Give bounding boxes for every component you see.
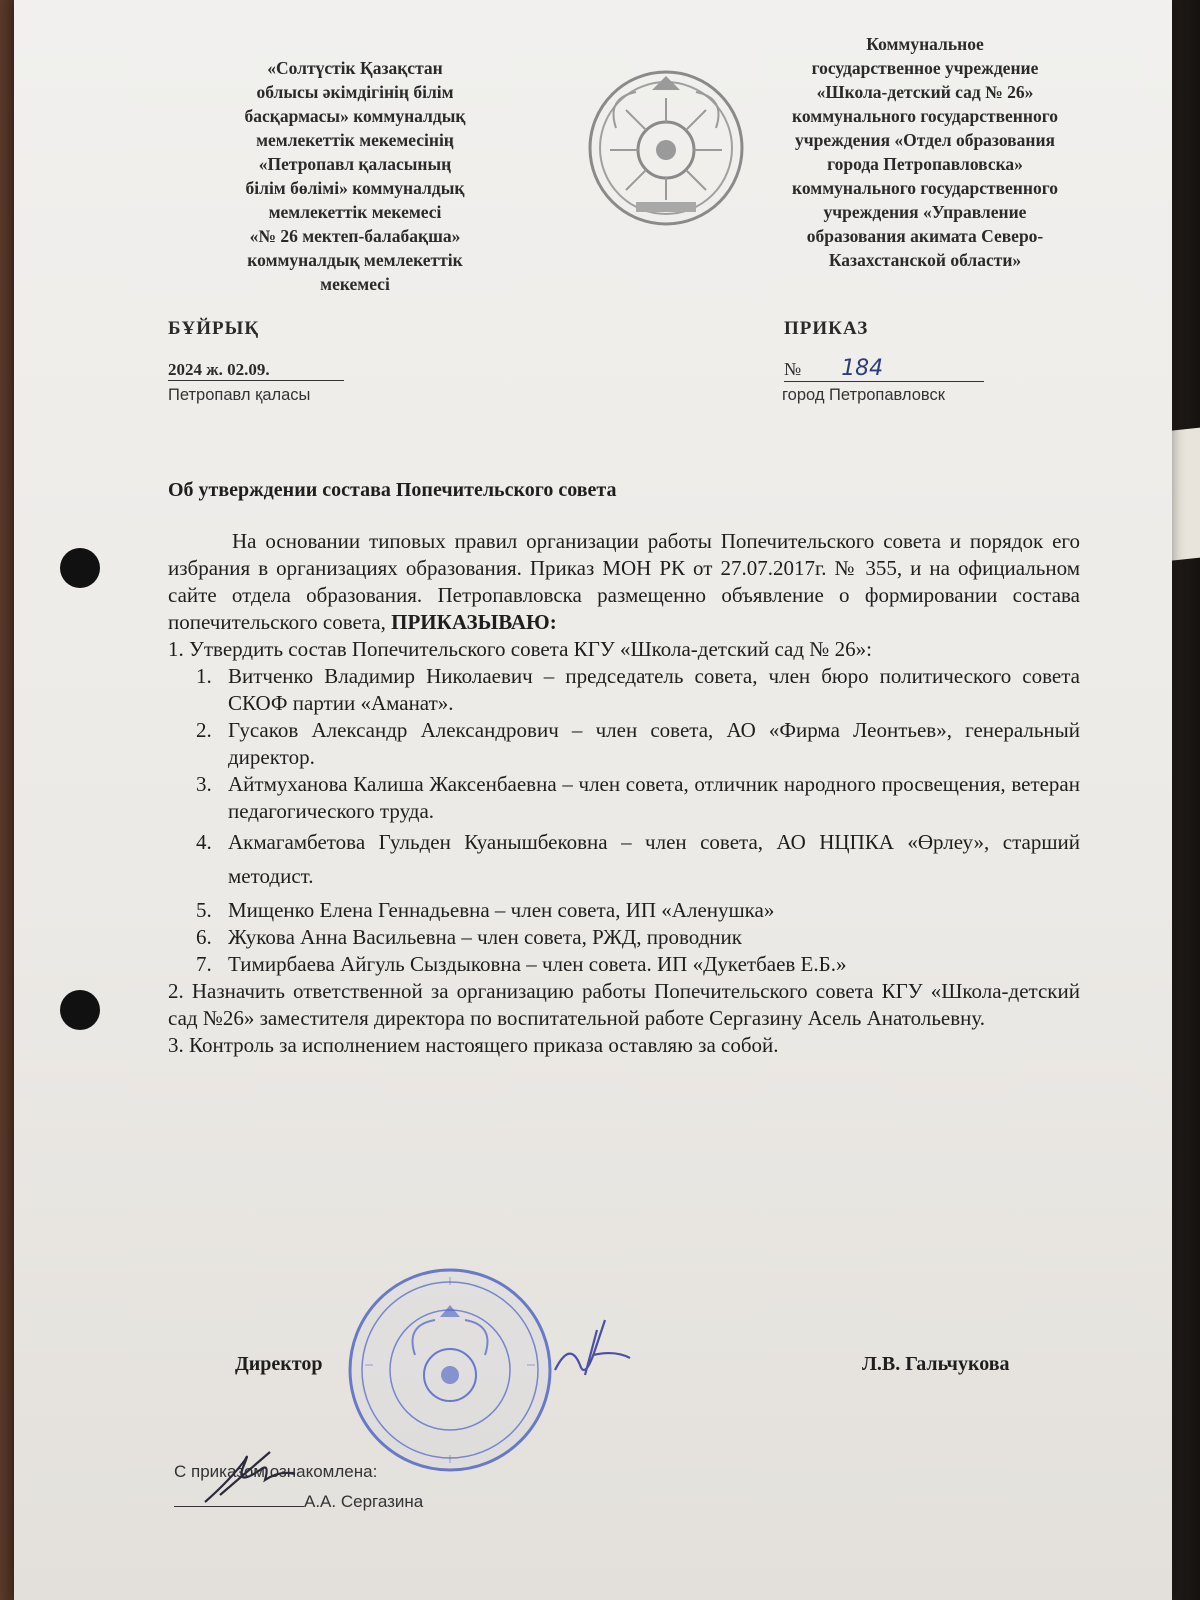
punch-hole-bottom bbox=[60, 990, 100, 1030]
list-number: 2. bbox=[196, 718, 212, 742]
members-list bbox=[168, 663, 1080, 978]
list-text: Жукова Анна Васильевна – член совета, РЖД, проводник bbox=[228, 925, 742, 949]
header-ru-line: учреждения «Управление bbox=[823, 202, 1027, 222]
document-title: Об утверждении состава Попечительского совета bbox=[168, 479, 617, 501]
acknowledgement-label: С приказом ознакомлена: bbox=[174, 1462, 378, 1481]
signatory-name: Л.В. Гальчукова bbox=[862, 1353, 1010, 1375]
list-number: 6. bbox=[196, 925, 212, 949]
header-ru-line: «Школа-детский сад № 26» bbox=[816, 82, 1034, 102]
order-label-kz: БҰЙРЫҚ bbox=[168, 318, 260, 339]
list-number: 3. bbox=[196, 772, 212, 796]
list-number: 5. bbox=[196, 898, 212, 922]
header-ru-line: государственное учреждение bbox=[811, 58, 1039, 78]
header-kz-line: білім бөлімі» коммуналдық bbox=[245, 178, 465, 198]
list-number: 7. bbox=[196, 952, 212, 976]
header-kz-line: коммуналдық мемлекеттік bbox=[247, 250, 463, 270]
list-item bbox=[168, 951, 1080, 978]
city-kz: Петропавл қаласы bbox=[168, 386, 311, 404]
header-ru-line: Казахстанской области» bbox=[828, 250, 1022, 270]
header-ru-line: города Петропавловска» bbox=[827, 154, 1023, 174]
preamble-text: На основании типовых правил организации работы Попечительского совета и порядок его избрания в организациях образования. Приказ МОН РК от 27.07.2017г. № 355, и на официальном сайте отдела образования. Петропавловска размещенно объявление о формировании состава попечительского совета, bbox=[168, 529, 1080, 634]
header-ru-line: коммунального государственного bbox=[792, 106, 1058, 126]
list-number: 1. bbox=[196, 664, 212, 688]
official-stamp-icon bbox=[345, 1265, 555, 1475]
header-kz-line: «Петропавл қаласының bbox=[258, 154, 452, 174]
header-ru-line: учреждения «Отдел образования bbox=[794, 130, 1056, 150]
state-emblem-icon bbox=[586, 68, 746, 228]
list-text: Витченко Владимир Николаевич – председатель совета, член бюро политического совета СКОФ партии «Аманат». bbox=[228, 664, 1080, 715]
order-label-ru: ПРИКАЗ bbox=[784, 318, 869, 339]
list-item bbox=[168, 717, 1080, 771]
header-kz-line: «Солтүстік Қазақстан bbox=[267, 58, 443, 78]
header-kz-line: мекемесі bbox=[320, 274, 390, 294]
order-date: 2024 ж. 02.09. bbox=[168, 360, 344, 381]
handwritten-number: 184 bbox=[841, 356, 884, 381]
city-ru: город Петропавловск bbox=[782, 386, 945, 404]
list-item bbox=[168, 663, 1080, 717]
order-number bbox=[784, 356, 984, 382]
header-kz-line: мемлекеттік мекемесі bbox=[268, 202, 442, 222]
list-text: Акмагамбетова Гульден Куанышбековна – член совета, АО НЦПКА «Өрлеу», старший методист. bbox=[228, 830, 1080, 888]
preamble-order-word: ПРИКАЗЫВАЮ: bbox=[391, 610, 557, 634]
list-text: Тимирбаева Айгуль Сыздыковна – член совета. ИП «Дукетбаев Е.Б.» bbox=[228, 952, 847, 976]
signatory-role: Директор bbox=[235, 1353, 323, 1375]
preamble bbox=[168, 528, 1080, 636]
list-text: Мищенко Елена Геннадьевна – член совета, ИП «Аленушка» bbox=[228, 898, 775, 922]
header-ru-line: образования акимата Северо- bbox=[806, 226, 1044, 246]
header-kz-line: облысы әкімдігінің білім bbox=[256, 82, 454, 102]
punch-hole-top bbox=[60, 548, 100, 588]
item-2: 2. Назначить ответственной за организацию работы Попечительского совета КГУ «Школа-детский сад №26» заместителя директора по воспитательной работе Сергазину Асель Анатольевну. bbox=[168, 979, 1080, 1030]
list-item bbox=[168, 924, 1080, 951]
header-ru-line: коммунального государственного bbox=[792, 178, 1058, 198]
header-kz-line: мемлекеттік мекемесінің bbox=[256, 130, 454, 150]
document-body bbox=[168, 528, 1080, 1059]
list-text: Гусаков Александр Александрович – член совета, АО «Фирма Леонтьев», генеральный директор. bbox=[228, 718, 1080, 769]
list-item bbox=[168, 825, 1080, 893]
header-ru-line: Коммунальное bbox=[866, 34, 984, 54]
list-text: Айтмуханова Калиша Жаксенбаевна – член совета, отличник народного просвещения, ветеран педагогического труда. bbox=[228, 772, 1080, 823]
header-kazakh bbox=[200, 56, 510, 296]
acknowledged-person: А.А. Сергазина bbox=[304, 1492, 424, 1511]
list-number: 4. bbox=[196, 830, 212, 854]
header-kz-line: басқармасы» коммуналдық bbox=[244, 106, 466, 126]
number-sign: № bbox=[784, 359, 802, 379]
header-russian bbox=[740, 32, 1110, 272]
director-signature-icon bbox=[545, 1310, 635, 1400]
item-1: 1. Утвердить состав Попечительского совета КГУ «Школа-детский сад № 26»: bbox=[168, 637, 872, 661]
item-3: 3. Контроль за исполнением настоящего приказа оставляю за собой. bbox=[168, 1033, 779, 1057]
header-kz-line: «№ 26 мектеп-балабақша» bbox=[249, 226, 461, 246]
deputy-signature-icon bbox=[200, 1440, 300, 1510]
list-item bbox=[168, 771, 1080, 825]
list-item bbox=[168, 897, 1080, 924]
